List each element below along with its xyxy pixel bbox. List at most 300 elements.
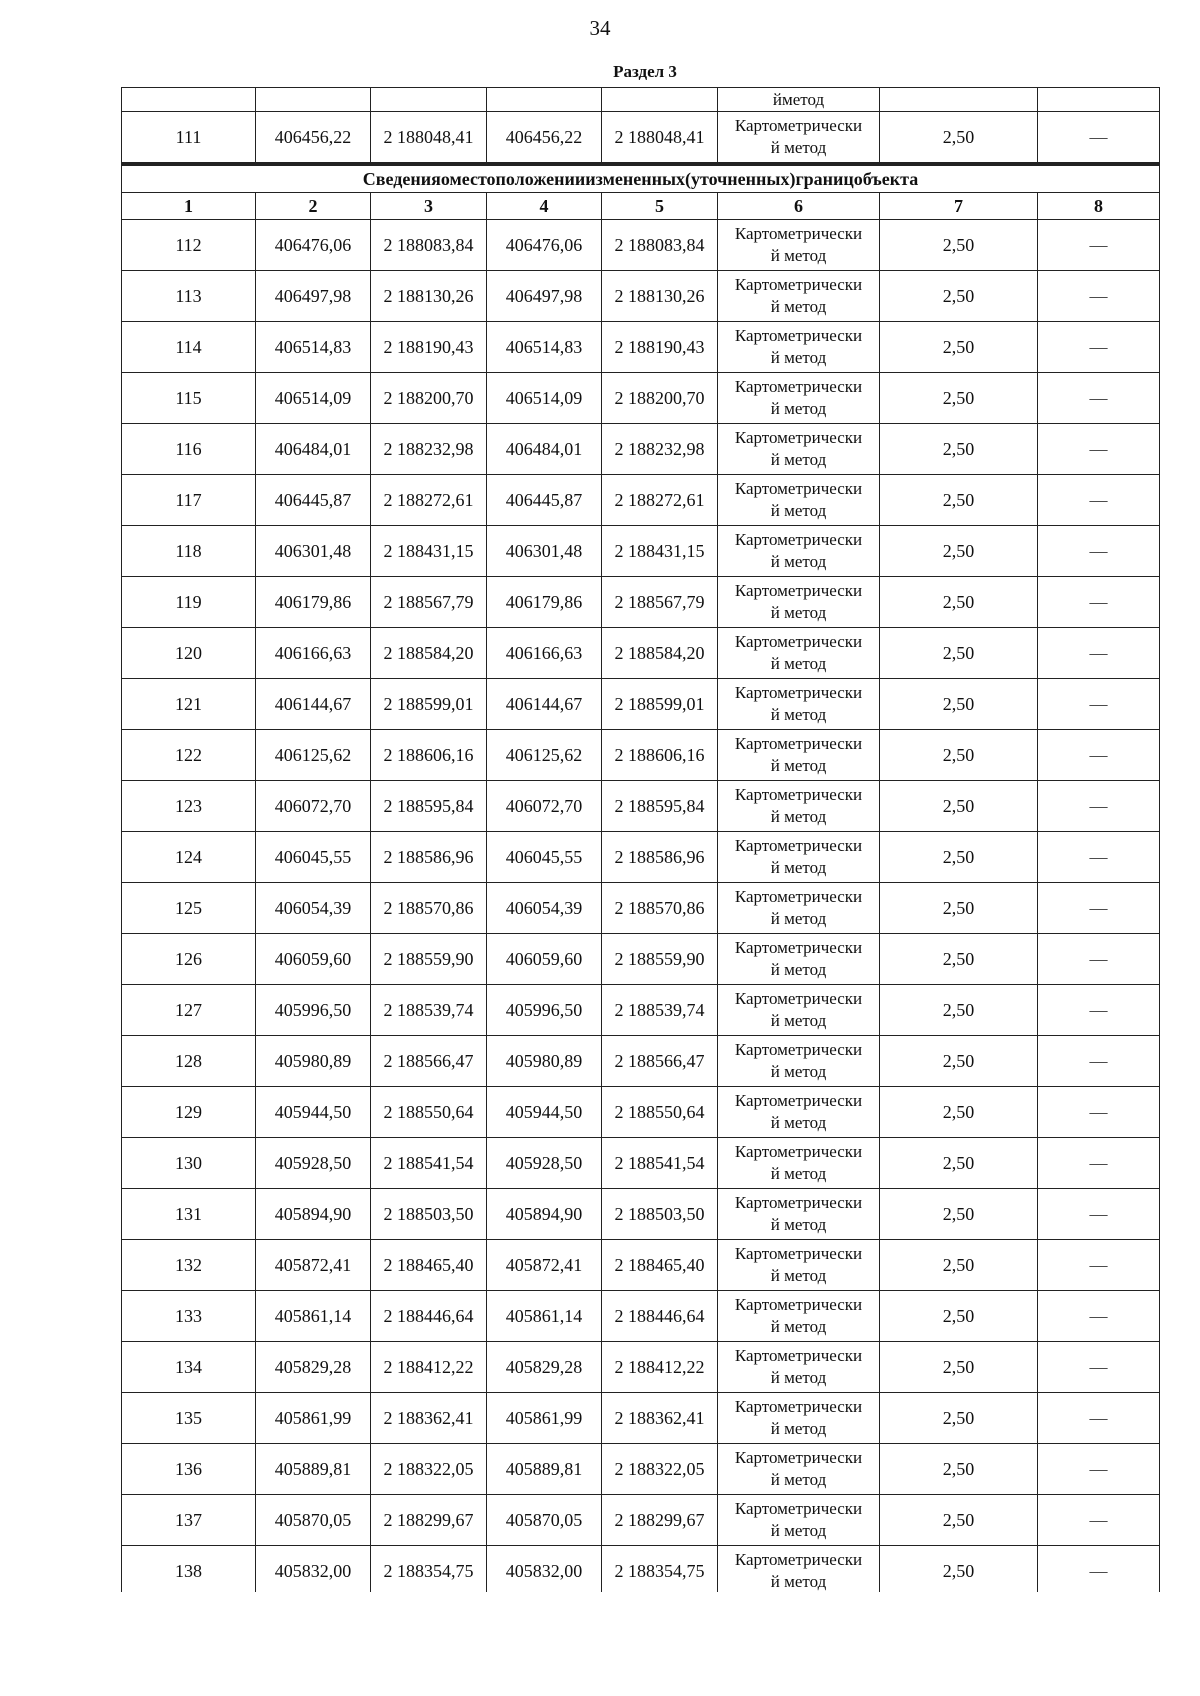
section-title: Раздел 3 [613, 62, 677, 81]
x-coordinate-cell: 405829,28 [256, 1342, 371, 1393]
y-coordinate-cell: 2 188354,75 [371, 1546, 487, 1597]
x-coordinate-cell: 405832,00 [256, 1546, 371, 1597]
y-coordinate-cell: 2 188595,84 [602, 781, 718, 832]
column-number: 8 [1038, 193, 1160, 220]
method-cell [718, 1495, 880, 1546]
method-line: Картометрически [734, 1397, 863, 1416]
accuracy-cell: 2,50 [880, 1087, 1038, 1138]
y-coordinate-cell: 2 188541,54 [371, 1138, 487, 1189]
method-line: Картометрически [734, 428, 863, 447]
x-coordinate-cell: 406144,67 [256, 679, 371, 730]
y-coordinate-cell: 2 188584,20 [371, 628, 487, 679]
method-cell [718, 628, 880, 679]
table-row [122, 112, 1160, 165]
method-line: й метод [770, 1419, 827, 1438]
method-cell [718, 934, 880, 985]
y-coordinate-cell: 2 188503,50 [602, 1189, 718, 1240]
method-line: Картометрически [734, 683, 863, 702]
x-coordinate-cell: 406514,83 [487, 322, 602, 373]
y-coordinate-cell: 2 188599,01 [371, 679, 487, 730]
x-coordinate-cell: 405861,99 [487, 1393, 602, 1444]
page-number: 34 [589, 16, 611, 40]
accuracy-cell: 2,50 [880, 1546, 1038, 1597]
point-number-cell: 124 [122, 832, 256, 883]
table-row [122, 1495, 1160, 1546]
table-row [122, 577, 1160, 628]
method-line: Картометрически [734, 938, 863, 957]
accuracy-cell: 2,50 [880, 730, 1038, 781]
point-number-cell: 137 [122, 1495, 256, 1546]
method-line: Картометрически [734, 785, 863, 804]
method-line: Картометрически [734, 1091, 863, 1110]
column-number: 4 [487, 193, 602, 220]
dash-cell: — [1038, 1138, 1160, 1189]
dash-cell: — [1038, 1240, 1160, 1291]
y-coordinate-cell: 2 188083,84 [371, 220, 487, 271]
y-coordinate-cell: 2 188586,96 [371, 832, 487, 883]
y-coordinate-cell: 2 188595,84 [371, 781, 487, 832]
method-cell [718, 1546, 880, 1597]
table-row-fragment [122, 88, 1160, 112]
method-line: й метод [770, 1164, 827, 1183]
point-number-cell: 126 [122, 934, 256, 985]
method-line: Картометрически [734, 1550, 863, 1569]
method-line: й метод [770, 1470, 827, 1489]
y-coordinate-cell: 2 188586,96 [602, 832, 718, 883]
point-number-cell: 122 [122, 730, 256, 781]
dash-cell: — [1038, 373, 1160, 424]
dash-cell: — [1038, 1444, 1160, 1495]
method-line: й метод [770, 501, 827, 520]
method-line: й метод [770, 858, 827, 877]
point-number-cell: 134 [122, 1342, 256, 1393]
x-coordinate-cell: 406072,70 [256, 781, 371, 832]
x-coordinate-cell: 406301,48 [256, 526, 371, 577]
y-coordinate-cell: 2 188570,86 [602, 883, 718, 934]
point-number-cell: 127 [122, 985, 256, 1036]
dash-cell: — [1038, 322, 1160, 373]
x-coordinate-cell: 405861,14 [256, 1291, 371, 1342]
x-coordinate-cell: 406166,63 [256, 628, 371, 679]
y-coordinate-cell: 2 188130,26 [371, 271, 487, 322]
accuracy-cell: 2,50 [880, 322, 1038, 373]
y-coordinate-cell: 2 188232,98 [371, 424, 487, 475]
x-coordinate-cell: 405889,81 [487, 1444, 602, 1495]
column-number: 1 [122, 193, 256, 220]
dash-cell: — [1038, 271, 1160, 322]
x-coordinate-cell: 405861,99 [256, 1393, 371, 1444]
method-line: й метод [770, 348, 827, 367]
table-row [122, 475, 1160, 526]
y-coordinate-cell: 2 188200,70 [602, 373, 718, 424]
y-coordinate-cell: 2 188190,43 [371, 322, 487, 373]
cell [256, 88, 371, 112]
accuracy-cell: 2,50 [880, 1444, 1038, 1495]
x-coordinate-cell: 406497,98 [256, 271, 371, 322]
y-coordinate-cell: 2 188354,75 [602, 1546, 718, 1597]
method-line: й метод [770, 807, 827, 826]
dash-cell: — [1038, 577, 1160, 628]
x-coordinate-cell: 406476,06 [487, 220, 602, 271]
table-row [122, 679, 1160, 730]
method-line: й метод [770, 603, 827, 622]
x-coordinate-cell: 406045,55 [487, 832, 602, 883]
y-coordinate-cell: 2 188584,20 [602, 628, 718, 679]
accuracy-cell: 2,50 [880, 220, 1038, 271]
method-cell [718, 373, 880, 424]
accuracy-cell: 2,50 [880, 628, 1038, 679]
x-coordinate-cell: 405996,50 [256, 985, 371, 1036]
method-line: й метод [770, 654, 827, 673]
x-coordinate-cell: 405829,28 [487, 1342, 602, 1393]
y-coordinate-cell: 2 188272,61 [602, 475, 718, 526]
method-cell [718, 679, 880, 730]
y-coordinate-cell: 2 188539,74 [371, 985, 487, 1036]
y-coordinate-cell: 2 188431,15 [371, 526, 487, 577]
dash-cell: — [1038, 526, 1160, 577]
method-line: Картометрически [734, 1295, 863, 1314]
table-row [122, 1546, 1160, 1597]
y-coordinate-cell: 2 188200,70 [371, 373, 487, 424]
x-coordinate-cell: 406445,87 [256, 475, 371, 526]
method-line: Картометрически [734, 1244, 863, 1263]
dash-cell: — [1038, 220, 1160, 271]
method-cell [718, 1342, 880, 1393]
method-line: Картометрически [734, 224, 863, 243]
x-coordinate-cell: 406166,63 [487, 628, 602, 679]
accuracy-cell: 2,50 [880, 1036, 1038, 1087]
accuracy-cell: 2,50 [880, 1189, 1038, 1240]
table-row [122, 1189, 1160, 1240]
accuracy-cell: 2,50 [880, 1240, 1038, 1291]
table-row [122, 271, 1160, 322]
dash-cell: — [1038, 112, 1160, 165]
coordinates-table [121, 87, 1160, 1597]
y-coordinate-cell: 2 188567,79 [602, 577, 718, 628]
method-line: й метод [770, 399, 827, 418]
y-coordinate-cell: 2 188606,16 [602, 730, 718, 781]
method-line: й метод [770, 450, 827, 469]
method-line: й метод [770, 1113, 827, 1132]
y-coordinate-cell: 2 188083,84 [602, 220, 718, 271]
table-row [122, 883, 1160, 934]
point-number-cell: 128 [122, 1036, 256, 1087]
y-coordinate-cell: 2 188048,41 [371, 112, 487, 165]
y-coordinate-cell: 2 188559,90 [371, 934, 487, 985]
x-coordinate-cell: 405894,90 [487, 1189, 602, 1240]
y-coordinate-cell: 2 188566,47 [371, 1036, 487, 1087]
accuracy-cell: 2,50 [880, 112, 1038, 165]
method-line: Картометрически [734, 479, 863, 498]
y-coordinate-cell: 2 188130,26 [602, 271, 718, 322]
point-number-cell: 121 [122, 679, 256, 730]
y-coordinate-cell: 2 188599,01 [602, 679, 718, 730]
method-line: й метод [770, 1521, 827, 1540]
cell [602, 88, 718, 112]
x-coordinate-cell: 406054,39 [487, 883, 602, 934]
x-coordinate-cell: 406125,62 [487, 730, 602, 781]
dash-cell: — [1038, 883, 1160, 934]
column-number: 3 [371, 193, 487, 220]
method-cell [718, 577, 880, 628]
method-cell [718, 1240, 880, 1291]
x-coordinate-cell: 405980,89 [256, 1036, 371, 1087]
x-coordinate-cell: 405944,50 [487, 1087, 602, 1138]
y-coordinate-cell: 2 188446,64 [371, 1291, 487, 1342]
accuracy-cell: 2,50 [880, 475, 1038, 526]
method-line: Картометрически [734, 1040, 863, 1059]
method-cell [718, 424, 880, 475]
table-row [122, 1240, 1160, 1291]
point-number-cell: 115 [122, 373, 256, 424]
x-coordinate-cell: 405861,14 [487, 1291, 602, 1342]
method-cell [718, 220, 880, 271]
method-line: й метод [770, 1215, 827, 1234]
dash-cell: — [1038, 424, 1160, 475]
y-coordinate-cell: 2 188431,15 [602, 526, 718, 577]
method-line: й метод [770, 960, 827, 979]
method-cell [718, 1036, 880, 1087]
method-line: Картометрически [734, 887, 863, 906]
method-line: Картометрически [734, 1346, 863, 1365]
dash-cell: — [1038, 1087, 1160, 1138]
method-cell [718, 1291, 880, 1342]
table-heading-row [122, 164, 1160, 193]
method-line: й метод [770, 909, 827, 928]
y-coordinate-cell: 2 188190,43 [602, 322, 718, 373]
x-coordinate-cell: 406072,70 [487, 781, 602, 832]
accuracy-cell: 2,50 [880, 526, 1038, 577]
method-line: Картометрически [734, 734, 863, 753]
y-coordinate-cell: 2 188272,61 [371, 475, 487, 526]
x-coordinate-cell: 406301,48 [487, 526, 602, 577]
y-coordinate-cell: 2 188322,05 [371, 1444, 487, 1495]
dash-cell: — [1038, 1393, 1160, 1444]
method-cell [718, 883, 880, 934]
method-line: Картометрически [734, 1142, 863, 1161]
table-row [122, 220, 1160, 271]
x-coordinate-cell: 406054,39 [256, 883, 371, 934]
y-coordinate-cell: 2 188550,64 [371, 1087, 487, 1138]
x-coordinate-cell: 406456,22 [487, 112, 602, 165]
point-number-cell: 114 [122, 322, 256, 373]
accuracy-cell: 2,50 [880, 373, 1038, 424]
x-coordinate-cell: 406045,55 [256, 832, 371, 883]
method-cell [718, 271, 880, 322]
point-number-cell: 125 [122, 883, 256, 934]
y-coordinate-cell: 2 188412,22 [371, 1342, 487, 1393]
y-coordinate-cell: 2 188048,41 [602, 112, 718, 165]
point-number-cell: 113 [122, 271, 256, 322]
y-coordinate-cell: 2 188539,74 [602, 985, 718, 1036]
table-row [122, 934, 1160, 985]
point-number-cell: 129 [122, 1087, 256, 1138]
method-line: Картометрически [734, 836, 863, 855]
method-line: Картометрически [734, 632, 863, 651]
method-line: Картометрически [734, 1448, 863, 1467]
accuracy-cell: 2,50 [880, 679, 1038, 730]
cell [1038, 88, 1160, 112]
point-number-cell: 132 [122, 1240, 256, 1291]
table-row [122, 424, 1160, 475]
method-cell [718, 832, 880, 883]
accuracy-cell: 2,50 [880, 985, 1038, 1036]
y-coordinate-cell: 2 188541,54 [602, 1138, 718, 1189]
point-number-cell: 118 [122, 526, 256, 577]
y-coordinate-cell: 2 188299,67 [602, 1495, 718, 1546]
y-coordinate-cell: 2 188566,47 [602, 1036, 718, 1087]
x-coordinate-cell: 405872,41 [487, 1240, 602, 1291]
method-line: й метод [770, 705, 827, 724]
table-heading: Сведенияоместоположенииизмененных(уточненных)границобъекта [122, 164, 1160, 193]
y-coordinate-cell: 2 188559,90 [602, 934, 718, 985]
cell [371, 88, 487, 112]
point-number-cell: 112 [122, 220, 256, 271]
x-coordinate-cell: 406179,86 [256, 577, 371, 628]
x-coordinate-cell: 406514,09 [256, 373, 371, 424]
table-row [122, 1291, 1160, 1342]
point-number-cell: 116 [122, 424, 256, 475]
x-coordinate-cell: 406179,86 [487, 577, 602, 628]
column-number: 6 [718, 193, 880, 220]
x-coordinate-cell: 406476,06 [256, 220, 371, 271]
y-coordinate-cell: 2 188362,41 [371, 1393, 487, 1444]
table-row [122, 628, 1160, 679]
y-coordinate-cell: 2 188299,67 [371, 1495, 487, 1546]
method-line: Картометрически [734, 989, 863, 1008]
table-row [122, 322, 1160, 373]
x-coordinate-cell: 406514,83 [256, 322, 371, 373]
y-coordinate-cell: 2 188550,64 [602, 1087, 718, 1138]
point-number-cell: 136 [122, 1444, 256, 1495]
table-row [122, 1444, 1160, 1495]
accuracy-cell: 2,50 [880, 934, 1038, 985]
method-line: й метод [770, 246, 827, 265]
y-coordinate-cell: 2 188465,40 [602, 1240, 718, 1291]
method-cell [718, 1087, 880, 1138]
dash-cell: — [1038, 730, 1160, 781]
dash-cell: — [1038, 1495, 1160, 1546]
method-line: Картометрически [734, 377, 863, 396]
x-coordinate-cell: 405832,00 [487, 1546, 602, 1597]
dash-cell: — [1038, 628, 1160, 679]
method-cell [718, 475, 880, 526]
y-coordinate-cell: 2 188606,16 [371, 730, 487, 781]
point-number-cell: 120 [122, 628, 256, 679]
dash-cell: — [1038, 475, 1160, 526]
dash-cell: — [1038, 1189, 1160, 1240]
x-coordinate-cell: 406125,62 [256, 730, 371, 781]
method-cell [718, 526, 880, 577]
x-coordinate-cell: 406059,60 [256, 934, 371, 985]
accuracy-cell: 2,50 [880, 1393, 1038, 1444]
x-coordinate-cell: 405872,41 [256, 1240, 371, 1291]
table-row [122, 1036, 1160, 1087]
dash-cell: — [1038, 1291, 1160, 1342]
table-row [122, 373, 1160, 424]
dash-cell: — [1038, 934, 1160, 985]
method-cell [718, 781, 880, 832]
point-number-cell: 111 [122, 112, 256, 165]
cell [487, 88, 602, 112]
accuracy-cell: 2,50 [880, 1495, 1038, 1546]
x-coordinate-cell: 406456,22 [256, 112, 371, 165]
cell [122, 88, 256, 112]
table-row [122, 1087, 1160, 1138]
point-number-cell: 135 [122, 1393, 256, 1444]
table-row [122, 985, 1160, 1036]
point-number-cell: 123 [122, 781, 256, 832]
y-coordinate-cell: 2 188362,41 [602, 1393, 718, 1444]
method-line: й метод [770, 1266, 827, 1285]
y-coordinate-cell: 2 188567,79 [371, 577, 487, 628]
x-coordinate-cell: 405889,81 [256, 1444, 371, 1495]
point-number-cell: 131 [122, 1189, 256, 1240]
cell [880, 88, 1038, 112]
accuracy-cell: 2,50 [880, 883, 1038, 934]
x-coordinate-cell: 405944,50 [256, 1087, 371, 1138]
table-row [122, 832, 1160, 883]
dash-cell: — [1038, 985, 1160, 1036]
y-coordinate-cell: 2 188322,05 [602, 1444, 718, 1495]
x-coordinate-cell: 406484,01 [256, 424, 371, 475]
x-coordinate-cell: 405894,90 [256, 1189, 371, 1240]
x-coordinate-cell: 405980,89 [487, 1036, 602, 1087]
method-line: й метод [770, 756, 827, 775]
accuracy-cell: 2,50 [880, 271, 1038, 322]
accuracy-cell: 2,50 [880, 1342, 1038, 1393]
method-line: й метод [770, 1317, 827, 1336]
table-row [122, 1138, 1160, 1189]
method-line: Картометрически [734, 1193, 863, 1212]
table-row [122, 730, 1160, 781]
method-line: й метод [770, 297, 827, 316]
method-line: Картометрически [734, 275, 863, 294]
method-line: Картометрически [734, 530, 863, 549]
x-coordinate-cell: 405870,05 [487, 1495, 602, 1546]
accuracy-cell: 2,50 [880, 1291, 1038, 1342]
x-coordinate-cell: 405996,50 [487, 985, 602, 1036]
method-line: й метод [770, 1011, 827, 1030]
point-number-cell: 138 [122, 1546, 256, 1597]
y-coordinate-cell: 2 188503,50 [371, 1189, 487, 1240]
dash-cell: — [1038, 1342, 1160, 1393]
method-line: й метод [770, 1368, 827, 1387]
x-coordinate-cell: 405870,05 [256, 1495, 371, 1546]
y-coordinate-cell: 2 188232,98 [602, 424, 718, 475]
method-cell [718, 1444, 880, 1495]
point-number-cell: 119 [122, 577, 256, 628]
x-coordinate-cell: 405928,50 [487, 1138, 602, 1189]
method-cell [718, 1393, 880, 1444]
x-coordinate-cell: 406059,60 [487, 934, 602, 985]
method-line: й метод [770, 138, 827, 157]
column-number: 2 [256, 193, 371, 220]
accuracy-cell: 2,50 [880, 832, 1038, 883]
dash-cell: — [1038, 1036, 1160, 1087]
point-number-cell: 130 [122, 1138, 256, 1189]
method-cell [718, 112, 880, 165]
method-fragment-cell: йметод [718, 88, 880, 112]
dash-cell: — [1038, 781, 1160, 832]
table-row [122, 1342, 1160, 1393]
table-row [122, 1393, 1160, 1444]
column-numbers-row [122, 193, 1160, 220]
method-line: Картометрически [734, 326, 863, 345]
column-number: 7 [880, 193, 1038, 220]
method-line: й метод [770, 552, 827, 571]
dash-cell: — [1038, 679, 1160, 730]
